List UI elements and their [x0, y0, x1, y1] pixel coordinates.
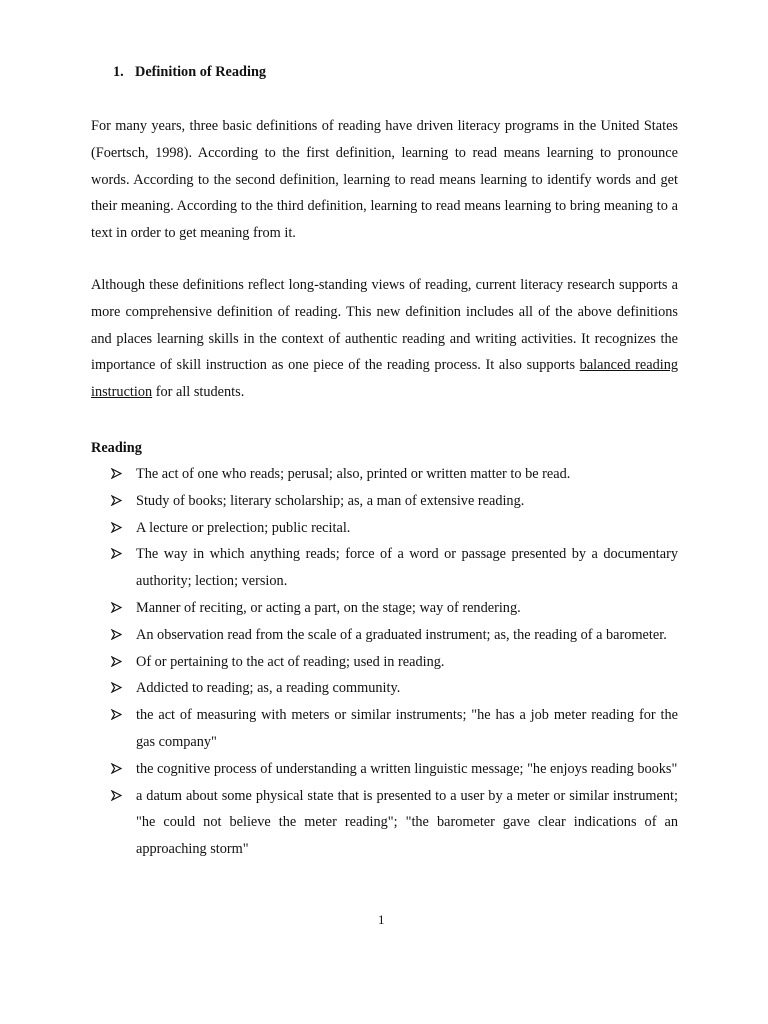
reading-definitions-list: [91, 461, 678, 863]
list-item: [91, 675, 678, 702]
arrowhead-bullet-icon: [111, 756, 125, 783]
arrowhead-bullet-icon: [111, 783, 125, 810]
list-item-text: the cognitive process of understanding a written linguistic message; "he enjoys reading books": [136, 760, 678, 777]
list-item: [91, 702, 678, 756]
list-item: [91, 649, 678, 676]
list-item-text: a datum about some physical state that is presented to a user by a meter or similar instrument; "he could not believe the meter reading"; "the barometer gave clear indications of an approaching storm": [136, 787, 678, 858]
list-item: [91, 541, 678, 595]
list-item: [91, 488, 678, 515]
arrowhead-bullet-icon: [111, 649, 125, 676]
paragraph-text-end: for all students.: [152, 384, 245, 401]
list-item: [91, 515, 678, 542]
list-item-text: The act of one who reads; perusal; also, printed or written matter to be read.: [136, 466, 571, 482]
arrowhead-bullet-icon: [111, 675, 125, 702]
paragraph-comprehensive-definition: [91, 272, 678, 406]
list-item-text: the act of measuring with meters or similar instruments; "he has a job meter reading for the gas company": [136, 707, 678, 750]
list-item-text: Addicted to reading; as, a reading community.: [136, 680, 401, 697]
list-item-text: An observation read from the scale of a graduated instrument; as, the reading of a barometer.: [136, 626, 667, 643]
balanced-reading-instruction-link[interactable]: balanced reading instruction: [91, 357, 678, 401]
arrowhead-bullet-icon: [111, 461, 125, 488]
arrowhead-bullet-icon: [111, 702, 125, 729]
list-item-text: Of or pertaining to the act of reading; used in reading.: [136, 653, 445, 670]
paragraph-definitions-history: For many years, three basic definitions of reading have driven literacy programs in the United States (Foertsch, 1998). According to the first definition, learning to read means learning to pronounce words. According to the second definition, learning to read means learning to identify words and get their meaning. According to the third definition, learning to read means learning to bring meaning to a text in order to get meaning from it.: [91, 118, 678, 242]
list-item: [91, 783, 678, 863]
arrowhead-bullet-icon: [111, 488, 125, 515]
list-item: [91, 461, 678, 488]
paragraph-text-start: Although these definitions reflect long-standing views of reading, current literacy research supports a more comprehensive definition of reading. This new definition includes all of the above definitions and places learning skills in the context of authentic reading and writing activities. It recognizes the importance of skill instruction as one piece of the reading process. It also supports: [91, 277, 678, 374]
list-item-text: The way in which anything reads; force of a word or passage presented by a documentary authority; lection; version.: [136, 546, 678, 590]
reading-section-title: Reading: [91, 440, 142, 456]
page-number: 1: [378, 912, 385, 927]
list-item-text: Study of books; literary scholarship; as, a man of extensive reading.: [136, 492, 525, 509]
arrowhead-bullet-icon: [111, 622, 125, 649]
list-item: [91, 756, 678, 783]
list-item: [91, 595, 678, 622]
section-heading: [113, 62, 266, 82]
arrowhead-bullet-icon: [111, 595, 125, 622]
heading-title: Definition of Reading: [135, 64, 267, 80]
list-item-text: A lecture or prelection; public recital.: [136, 519, 351, 536]
arrowhead-bullet-icon: [111, 515, 125, 542]
list-item: [91, 622, 678, 649]
arrowhead-bullet-icon: [111, 541, 125, 568]
list-item-text: Manner of reciting, or acting a part, on the stage; way of rendering.: [136, 599, 521, 616]
heading-number: 1.: [113, 64, 124, 80]
